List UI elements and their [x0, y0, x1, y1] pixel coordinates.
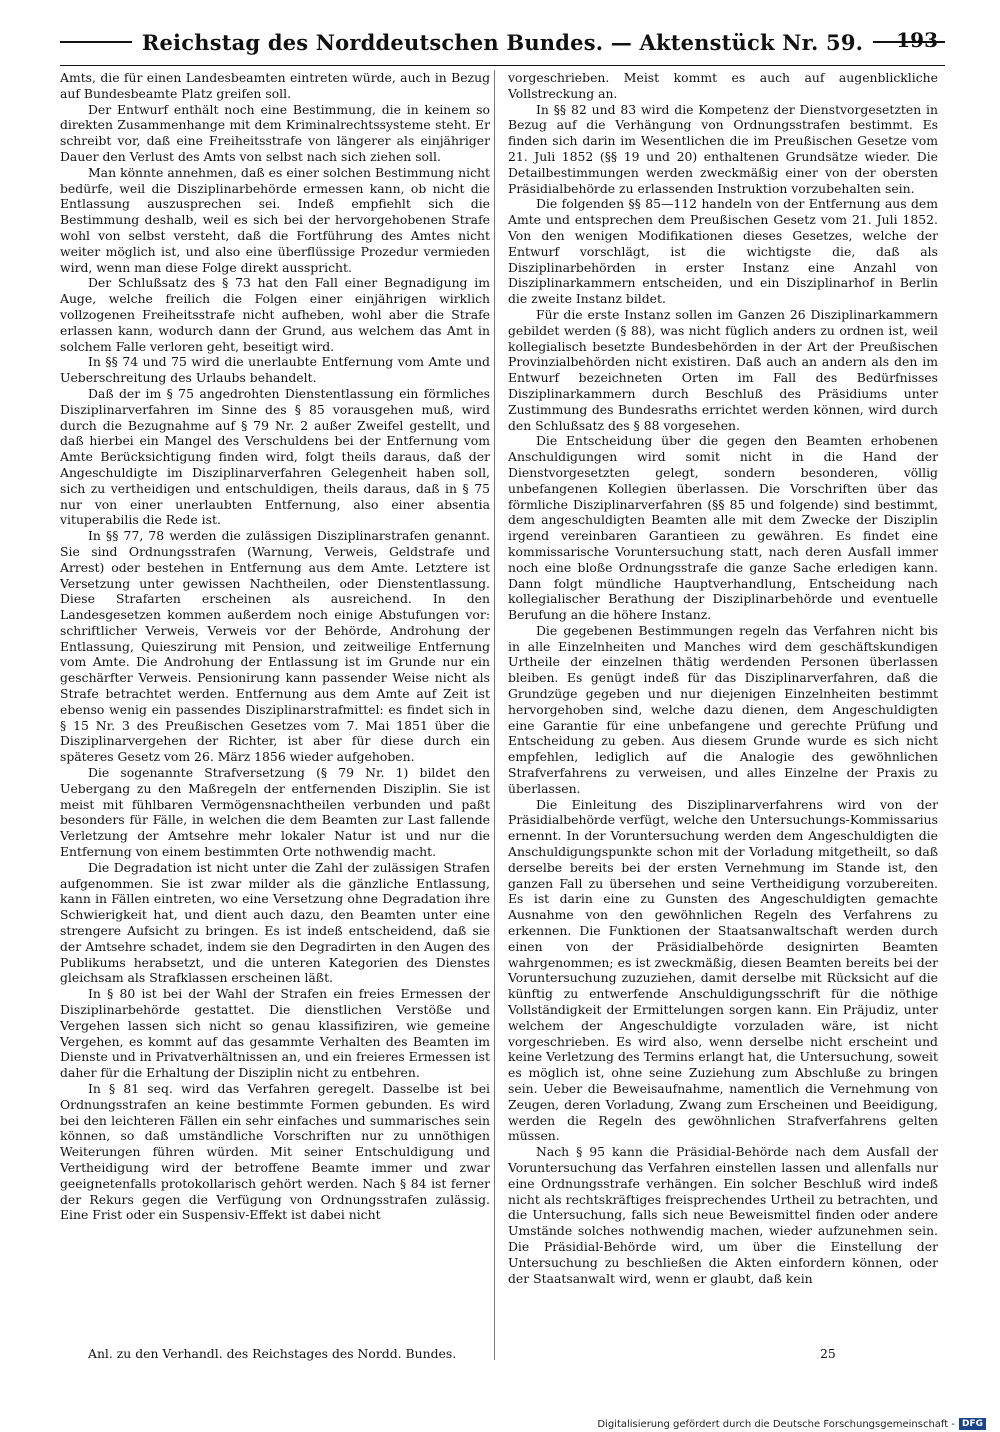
- page-number: 193: [896, 28, 938, 52]
- paragraph: Die folgenden §§ 85—112 handeln von der Entfernung aus dem Amte und entsprechen dem Preußischen Gesetz vom 21. Juli 1852. Von den wenigen Modifikationen dieses Gesetzes, welche der Entwurf vorschlägt, ist die wichtigste die, daß als Disziplinarbehörden in erster Instanz eine Anzahl von Disziplinarkammern entscheiden, und ein Disziplinarhof in Berlin die zweite Instanz bildet.: [508, 196, 938, 307]
- header-rule-left: [60, 41, 132, 43]
- paragraph: Nach § 95 kann die Präsidial-Behörde nach dem Ausfall der Voruntersuchung das Verfahren einstellen lassen und allenfalls nur eine Ordnungsstrafe verhängen. Ein solcher Beschluß wird indeß nicht als rechtskräftiges freisprechendes Urtheil zu betrachten, und die Untersuchung, falls sich neue Beweismittel finden oder andere Umstände solches nothwendig machen, wieder aufzunehmen sein. Die Präsidial-Behörde wird, um über die Einstellung der Untersuchung zu beschließen die Akten einfordern können, oder der Staatsanwalt wird, wenn er glaubt, daß kein: [508, 1144, 938, 1286]
- paragraph: In §§ 82 und 83 wird die Kompetenz der Dienstvorgesetzten in Bezug auf die Verhängung von Ordnungsstrafen bestimmt. Es finden sich darin im Wesentlichen die im Preußischen Gesetze vom 21. Juli 1852 (§§ 19 und 20) enthaltenen Grundsätze wieder. Die Detailbestimmungen werden zweckmäßig einer von der obersten Präsidialbehörde zu erlassenden Instruktion vorzubehalten sein.: [508, 101, 938, 196]
- paragraph: Der Schlußsatz des § 73 hat den Fall einer Begnadigung im Auge, welche freilich die Folgen einer einjährigen wirklich vollzogenen Freiheitsstrafe nicht aufheben, wohl aber die Strafe erlassen kann, wodurch dann der Grund, aus welchem das Amt in solchem Falle verloren geht, beseitigt wird.: [60, 275, 490, 354]
- credit-text: Digitalisierung gefördert durch die Deutsche Forschungsgemeinschaft -: [597, 1418, 955, 1430]
- page-header: [60, 24, 945, 60]
- paragraph: vorgeschrieben. Meist kommt es auch auf augenblickliche Vollstreckung an.: [508, 70, 938, 101]
- paragraph: Die sogenannte Strafversetzung (§ 79 Nr. 1) bildet den Uebergang zu den Maßregeln der entfernenden Disziplin. Sie ist meist mit fühlbaren Vermögensnachtheilen verbunden und paßt besonders für Fälle, in welchen die dem Beamten zur Last fallende Verletzung der Amtsehre mehr lokaler Natur ist und nur die Entfernung von einem bestimmten Orte nothwendig macht.: [60, 765, 490, 860]
- footer-note: Anl. zu den Verhandl. des Reichstages des Nordd. Bundes.: [88, 1346, 457, 1361]
- paragraph: Die gegebenen Bestimmungen regeln das Verfahren nicht bis in alle Einzelnheiten und Manches wird dem geschäftskundigen Urtheile der einzelnen thätig werdenden Personen überlassen bleiben. Es genügt indeß für das Disziplinarverfahren, daß die Grundzüge gegeben und nur diejenigen Einzelnheiten bestimmt hervorgehoben sind, welche dazu dienen, dem Angeschuldigten eine Garantie für eine unbefangene und gerechte Prüfung und Entscheidung zu geben. Aus diesem Grunde wurde es sich nicht empfehlen, lediglich auf die Analogie des gewöhnlichen Strafverfahrens zu verweisen, und alles Einzelne der Praxis zu überlassen.: [508, 622, 938, 796]
- paragraph: Daß der im § 75 angedrohten Dienstentlassung ein förmliches Disziplinarverfahren im Sinne des § 85 vorausgehen muß, wird durch die Bezugnahme auf § 79 Nr. 2 außer Zweifel gestellt, und daß hierbei ein Mangel des Verschuldens bei der Entfernung vom Amte Berücksichtigung finden wird, folgt theils daraus, daß der Angeschuldigte im Disziplinarverfahren Gelegenheit haben soll, sich zu vertheidigen und entschuldigen, theils daraus, daß in § 75 nur von einer unerlaubten Entfernung, also einer absentia vituperabilis die Rede ist.: [60, 385, 490, 528]
- paragraph: Man könnte annehmen, daß es einer solchen Bestimmung nicht bedürfe, weil die Disziplinarbehörde ermessen kann, ob nicht die Entlassung auszusprechen sei. Indeß empfiehlt sich die Bestimmung deshalb, weil es sich bei der hervorgehobenen Strafe wohl von selbst versteht, daß die Fortführung des Amtes nicht weiter möglich ist, und also eine überflüssige Prozedur vermieden wird, wenn man diese Folge direkt ausspricht.: [60, 164, 490, 275]
- paragraph: Die Entscheidung über die gegen den Beamten erhobenen Anschuldigungen wird somit nicht in die Hand der Dienstvorgesetzten gelegt, sondern besonderen, völlig unbefangenen Kollegien überlassen. Die Vorschriften über das förmliche Disziplinarverfahren (§§ 85 und folgende) sind bestimmt, dem angeschuldigten Beamten alle mit dem Zwecke der Disziplin irgend vereinbaren Garantieen zu gewähren. Es findet eine kommissarische Voruntersuchung statt, nach deren Ausfall immer noch eine bloße Ordnungsstrafe die ganze Sache erledigen kann. Dann folgt mündliche Hauptverhandlung, Entscheidung nach kollegialischer Berathung der Disziplinarbehörde und eventuelle Berufung an die höhere Instanz.: [508, 433, 938, 623]
- sheet-number: 25: [820, 1346, 836, 1361]
- paragraph: Die Einleitung des Disziplinarverfahrens wird von der Präsidialbehörde verfügt, welche den Untersuchungs-Kommissarius ernennt. In der Voruntersuchung werden dem Angeschuldigten die Anschuldigungspunkte schon mit der Vorladung mitgetheilt, so daß derselbe bereits bei der ersten Vernehmung im Stande ist, den ganzen Fall zu übersehen und seine Vertheidigung vorzubereiten. Es ist darin eine zu Gunsten des Angeschuldigten gemachte Ausnahme von den gewöhnlichen Regeln des Verfahrens zu erkennen. Die Funktionen der Staatsanwaltschaft werden durch einen von der Präsidialbehörde designirten Beamten wahrgenommen; es ist zweckmäßig, diesen Beamten bereits bei der Voruntersuchung zuzuziehen, damit derselbe mit Rücksicht auf die künftig zu entwerfende Anschuldigungsschrift für die nöthige Vollständigkeit der Ermittelungen sorgen kann. Ein Präjudiz, unter welchem der Angeschuldigte vorzuladen wäre, ist nicht vorgeschrieben. Es wird also, wenn derselbe nicht erscheint und keine Verletzung des Termins erlangt hat, die Untersuchung, soweit es möglich ist, ohne seine Zuziehung zum Abschluße zu bringen sein. Ueber die Beweisaufnahme, namentlich die Vernehmung von Zeugen, deren Vorladung, Zwang zum Erscheinen und Beeidigung, werden die Regeln des gewöhnlichen Strafverfahrens gelten müssen.: [508, 796, 938, 1144]
- paragraph: In §§ 77, 78 werden die zulässigen Disziplinarstrafen genannt. Sie sind Ordnungsstrafen (Warnung, Verweis, Geldstrafe und Arrest) oder bestehen in Entfernung aus dem Amte. Letztere ist Versetzung unter gewissen Nachtheilen, oder Dienstentlassung. Diese Strafarten erscheinen als ausreichend. In den Landesgesetzen kommen außerdem noch einige Abstufungen vor: schriftlicher Verweis, Verweis vor der Behörde, Androhung der Entlassung, Quieszirung mit Pension, und zeitweilige Entfernung vom Amte. Die Androhung der Entlassung ist im Grunde nur ein geschärfter Verweis. Pensionirung kann passender Weise nicht als Strafe betrachtet werden. Entfernung aus dem Amte auf Zeit ist ebenso wenig ein passendes Disziplinarstrafmittel: es findet sich in § 15 Nr. 3 des Preußischen Gesetzes vom 7. Mai 1851 über die Disziplinarvergehen der Richter, ist aber für diese durch ein späteres Gesetz vom 26. März 1856 wieder aufgehoben.: [60, 528, 490, 765]
- right-column: [508, 70, 938, 1286]
- paragraph: Die Degradation ist nicht unter die Zahl der zulässigen Strafen aufgenommen. Sie ist zwar milder als die gänzliche Entlassung, kann in Fällen eintreten, wo eine Versetzung ohne Degradation ihre Schwierigkeit hat, und dient auch dazu, den Beamten unter eine strengere Aufsicht zu bringen. Es ist indeß entscheidend, daß sie der Amtsehre schadet, indem sie den Degradirten in den Augen des Publikums herabsetzt, und die unteren Kategorien des Dienstes gleichsam als Strafklassen erscheinen läßt.: [60, 859, 490, 986]
- paragraph: Für die erste Instanz sollen im Ganzen 26 Disziplinarkammern gebildet werden (§ 88), was nicht füglich anders zu ordnen ist, weil kollegialisch besetzte Bundesbehörden in der Art der Preußischen Provinzialbehörden nicht existiren. Daß auch an andern als den im Entwurf bezeichneten Orten im Fall des Bedürfnisses Disziplinarkammern durch Beschluß des Präsidiums unter Zustimmung des Bundesraths errichtet werden können, wird durch den Schlußsatz des § 88 vorgesehen.: [508, 306, 938, 433]
- page-title: Reichstag des Norddeutschen Bundes. — Aktenstück Nr. 59.: [141, 29, 864, 55]
- digitization-credit: [597, 1418, 986, 1430]
- dfg-logo-icon: DFG: [959, 1418, 986, 1430]
- header-underline: [60, 65, 945, 66]
- left-column: [60, 70, 490, 1223]
- paragraph: In § 80 ist bei der Wahl der Strafen ein freies Ermessen der Disziplinarbehörde gestattet. Die dienstlichen Verstöße und Vergehen lassen sich nicht so genau klassifiziren, wie gemeine Vergehen, es kommt auf das gesammte Verhalten des Beamten im Dienste und in Privatverhältnissen an, und ein freieres Ermessen ist daher für die Erhaltung der Disziplin nicht zu entbehren.: [60, 986, 490, 1081]
- paragraph: In §§ 74 und 75 wird die unerlaubte Entfernung vom Amte und Ueberschreitung des Urlaubs behandelt.: [60, 354, 490, 386]
- paragraph: Amts, die für einen Landesbeamten eintreten würde, auch in Bezug auf Bundesbeamte Platz greifen soll.: [60, 70, 490, 101]
- paragraph: Der Entwurf enthält noch eine Bestimmung, die in keinem so direkten Zusammenhange mit dem Kriminalrechtssysteme steht. Er schreibt vor, daß eine Freiheitsstrafe von längerer als einjähriger Dauer den Verlust des Amts von selbst nach sich ziehen soll.: [60, 101, 490, 164]
- column-divider: [494, 70, 495, 1360]
- paragraph: In § 81 seq. wird das Verfahren geregelt. Dasselbe ist bei Ordnungsstrafen an keine bestimmte Formen gebunden. Es wird bei den leichteren Fällen ein sehr einfaches und summarisches sein können, so daß umständliche Vorschriften nur zu unnöthigen Weiterungen führen würden. Mit seiner Entschuldigung und Vertheidigung wird der betroffene Beamte immer und zwar geeignetenfalls protokollarisch gehört werden. Nach § 84 ist ferner der Rekurs gegen die Verfügung von Ordnungsstrafen zulässig. Eine Frist oder ein Suspensiv-Effekt ist dabei nicht: [60, 1081, 490, 1223]
